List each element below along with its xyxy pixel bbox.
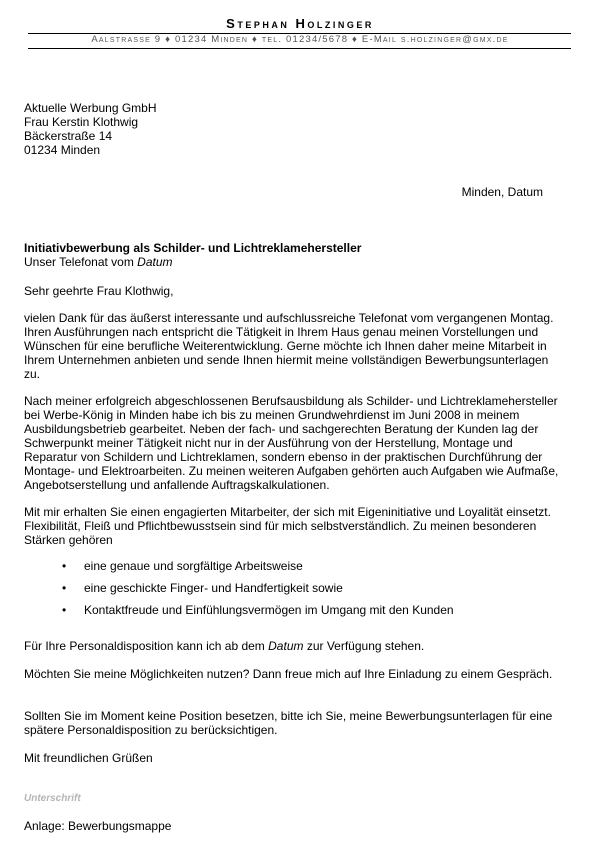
header-rule-bottom — [28, 48, 571, 49]
list-item: • eine geschickte Finger- und Handfertigkeit sowie — [62, 581, 454, 603]
availability-text-start: Für Ihre Personaldisposition kann ich ab dem — [24, 639, 269, 653]
paragraph-experience: Nach meiner erfolgreich abgeschlossenen Berufsausbildung als Schilder- und Lichtreklamehersteller bei Werbe-König in Minden habe ich bis zu meinen Grundwehrdienst im Juni 2008 in meinem Ausbildungsbetrieb gearbeitet. Neben der fach- und sachgerechten Beratung der Kunden lag der Schwerpunkt meiner Tätigkeit nicht nur in der Ausführung von der Herstellung, Montage und Reparatur von Schildern und Lichtreklamen, sondern ebenso in der praktischen Durchführung der Montage- und Elektroarbeiten. Zu meinen weiteren Aufgaben gehörten auch Aufgaben wie Aufmaße, Angebotserstellung und anfallende Auftragskalkulationen. — [24, 394, 559, 492]
signature-placeholder: Unterschrift — [24, 793, 81, 804]
recipient-company: Aktuelle Werbung GmbH — [24, 101, 157, 115]
availability-date: Datum — [268, 639, 304, 653]
paragraph-future: Sollten Sie im Moment keine Position besetzen, bitte ich Sie, meine Bewerbungsunterlagen für eine spätere Personaldisposition zu berücksichtigen. — [24, 709, 553, 737]
subject-title: Initiativbewerbung als Schilder- und Lichtreklamehersteller — [24, 241, 362, 255]
recipient-city: 01234 Minden — [24, 143, 101, 157]
paragraph-invitation: Möchten Sie meine Möglichkeiten nutzen? Dann freue mich auf Ihre Einladung zu einem Gespräch. — [24, 667, 553, 681]
subject-reference-text: Unser Telefonat vom — [24, 255, 138, 269]
sender-name: Stephan Holzinger — [226, 16, 374, 31]
strengths-list — [62, 559, 454, 625]
availability-text-end: zur Verfügung stehen. — [303, 639, 425, 653]
sender-contact-line: Aalstrasse 9 ♦ 01234 Minden ♦ tel. 01234/5678 ♦ E-Mail s.holzinger@gmx.de — [91, 34, 509, 45]
recipient-address — [24, 101, 564, 157]
subject-reference-date: Datum — [137, 255, 173, 269]
recipient-street: Bäckerstraße 14 — [24, 129, 113, 143]
place-date: Minden, Datum — [461, 185, 543, 199]
paragraph-qualities: Mit mir erhalten Sie einen engagierten Mitarbeiter, der sich mit Eigeninitiative und Loyalität einsetzt. Flexibilität, Fleiß und Pflichtbewusstsein sind für mich selbstverständlich. Zu meinen besonderen Stärken gehören — [24, 505, 551, 547]
enclosure: Anlage: Bewerbungsmappe — [24, 819, 172, 833]
paragraph-intro: vielen Dank für das äußerst interessante und aufschlussreiche Telefonat vom vergangenen Montag. Ihren Ausführungen nach entspricht die Tätigkeit in Ihrem Haus genau meinen Vorstellungen und Wünschen für eine berufliche Weiterentwicklung. Gerne möchte ich Ihnen daher meine Mitarbeit in Ihrem Unternehmen anbieten und sende Ihnen hiermit meine vollständigen Bewerbungsunterlagen zu. — [24, 311, 554, 381]
list-item: • eine genaue und sorgfältige Arbeitsweise — [62, 559, 454, 581]
paragraph-availability — [24, 639, 564, 653]
recipient-person: Frau Kerstin Klothwig — [24, 115, 139, 129]
subject-reference — [24, 255, 564, 269]
subject-block — [24, 241, 564, 269]
list-item: • Kontaktfreude und Einfühlungsvermögen im Umgang mit den Kunden — [62, 603, 454, 625]
closing: Mit freundlichen Grüßen — [24, 751, 153, 765]
salutation: Sehr geehrte Frau Klothwig, — [24, 284, 174, 298]
